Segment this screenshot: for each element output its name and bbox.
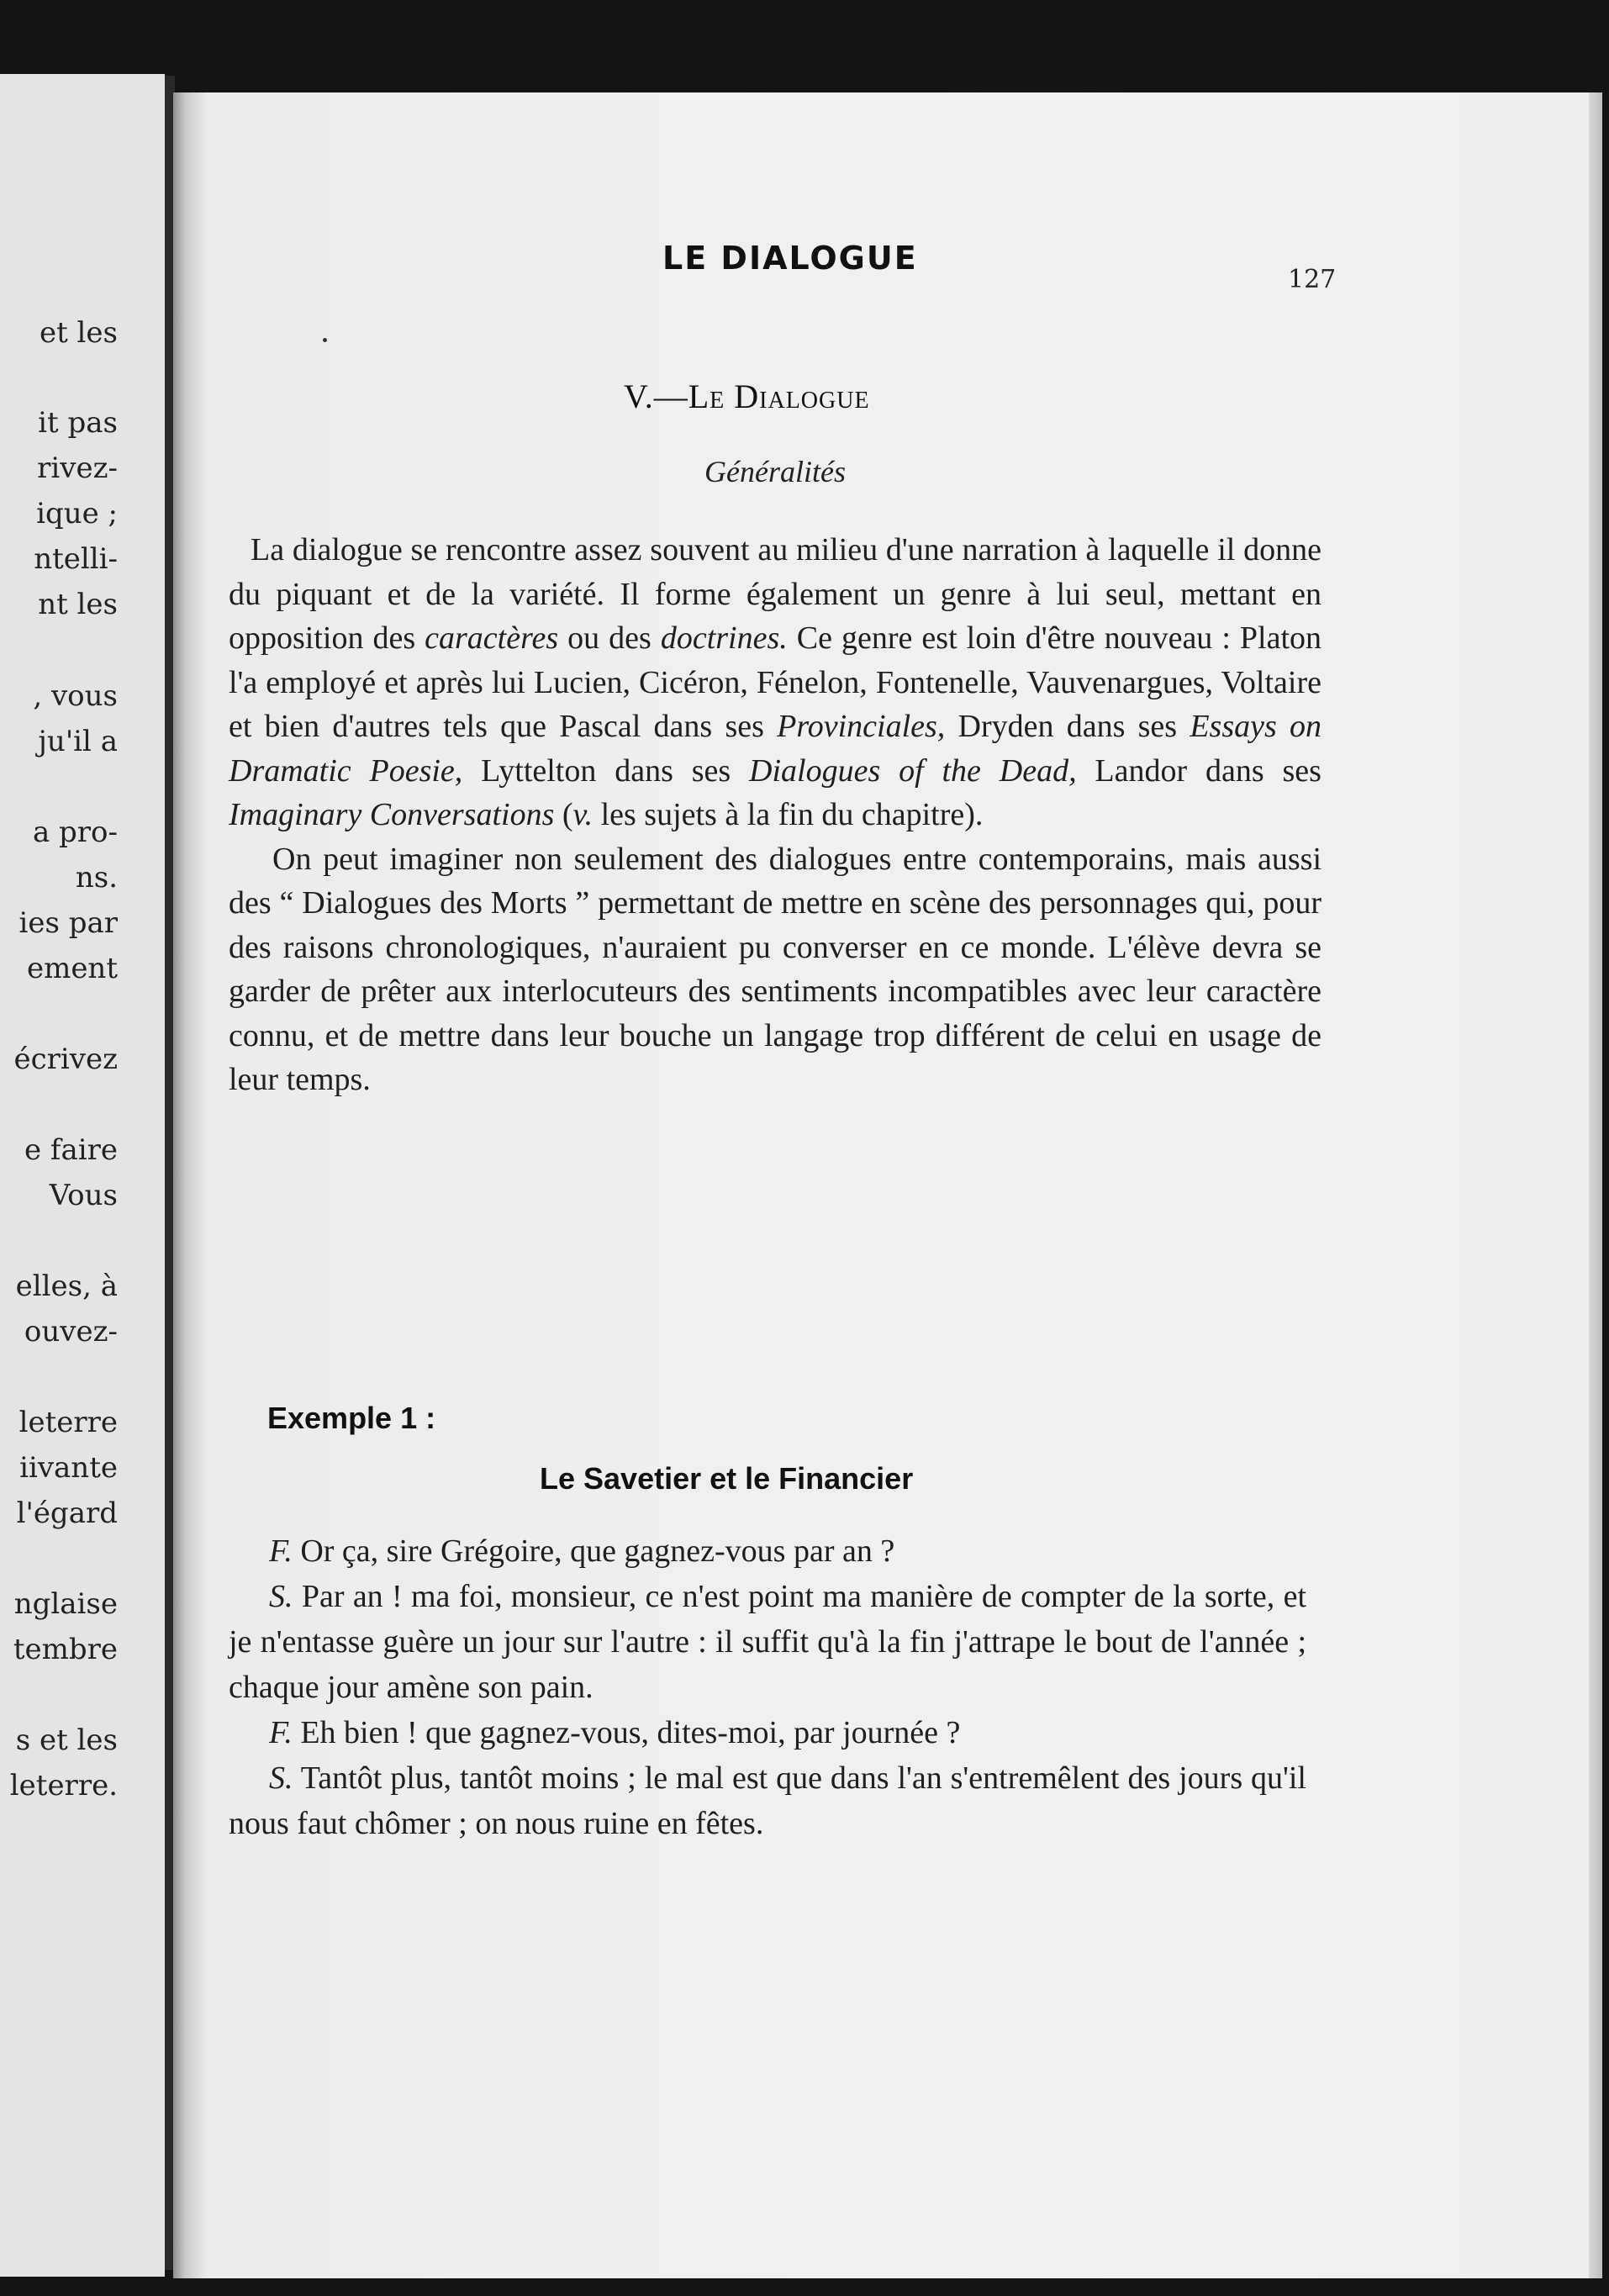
left-page-line: nt les xyxy=(38,588,118,621)
dialogue-line xyxy=(229,1710,1306,1755)
main-page xyxy=(173,92,1602,2278)
dialogue-speech: Tantôt plus, tantôt moins ; le mal est que dans l'an s'entremêlent des jours qu'il nous faut chômer ; on nous ruine en fêtes. xyxy=(229,1760,1306,1841)
left-page-fragment xyxy=(0,74,165,2277)
left-page-line: ns. xyxy=(75,861,118,895)
left-page-line: écrivez xyxy=(13,1042,118,1076)
text-run: Lyttelton dans ses xyxy=(462,752,750,789)
subsection-title: Généralités xyxy=(704,455,846,488)
left-page-line: ntelli- xyxy=(34,542,118,576)
left-page-line: leterre. xyxy=(9,1769,118,1802)
left-page-line: , vous xyxy=(33,679,118,713)
italic-title: Dialogues of the Dead, xyxy=(749,752,1077,789)
text-run: Landor dans ses xyxy=(1076,752,1321,789)
dialogue-line xyxy=(229,1755,1306,1846)
left-page-line: l'égard xyxy=(16,1496,118,1530)
italic-title: Imaginary Conversations xyxy=(229,797,555,832)
paragraph xyxy=(229,528,1321,837)
left-page-line: elles, à xyxy=(15,1269,118,1303)
italic-title: Provinciales, xyxy=(777,709,946,744)
left-page-line: s et les xyxy=(15,1723,118,1757)
speaker-label: F. xyxy=(269,1533,293,1569)
italic-term: caractères xyxy=(425,620,559,656)
running-header: LE DIALOGUE xyxy=(662,240,918,277)
left-page-line: ju'il a xyxy=(38,725,118,758)
left-page-line: Vous xyxy=(49,1179,118,1212)
page-number: 127 xyxy=(1288,265,1337,294)
generalites-text xyxy=(229,528,1321,1102)
dialogue-text xyxy=(229,1528,1306,1846)
italic-term: doctrines. xyxy=(660,620,788,656)
page-edge-shadow xyxy=(1589,92,1602,2278)
speaker-label: S. xyxy=(269,1579,293,1614)
example-heading: Exemple 1 : xyxy=(267,1401,436,1435)
dialogue-speech: Eh bien ! que gagnez-vous, dites-moi, par journée ? xyxy=(292,1715,961,1750)
dialogue-line xyxy=(229,1574,1306,1710)
left-page-line: ement xyxy=(26,952,118,985)
speaker-label: S. xyxy=(269,1760,293,1796)
text-run: Dryden dans ses xyxy=(945,709,1190,744)
text-run: Ce genre est loin d'être nouveau : Platon l'a employé et après lui Lucien, Cicéron, Fénelon, Fontenelle, Vauvenargues, Voltaire et bien d'autres tels que Pascal dans ses xyxy=(229,620,1322,744)
section-title: V.—Le Dialogue xyxy=(624,377,870,415)
left-page-line: iivante xyxy=(19,1451,118,1485)
left-page-line: it pas xyxy=(38,406,118,440)
left-page-line: rivez- xyxy=(37,451,118,485)
dialogue-speech: Or ça, sire Grégoire, que gagnez-vous par an ? xyxy=(292,1533,895,1569)
left-page-line: a pro- xyxy=(32,815,118,849)
paragraph: On peut imaginer non seulement des dialogues entre contemporains, mais aussi des “ Dialogues des Morts ” permettant de mettre en scène des personnages qui, pour des raisons chronologiques, n'auraient pu converser en ce monde. L'élève devra se garder de prêter aux interlocuteurs des sentiments incompatibles avec leur caractère connu, et de mettre dans leur bouche un langage trop différent de celui en usage de leur temps. xyxy=(229,841,1321,1097)
left-page-line: ique ; xyxy=(36,497,118,530)
left-page-line: e faire xyxy=(24,1133,118,1167)
left-page-line: ies par xyxy=(18,906,118,940)
italic-abbrev: v. xyxy=(572,797,593,832)
left-page-line: nglaise xyxy=(13,1587,118,1621)
left-page-line: leterre xyxy=(18,1406,118,1439)
left-page-line: ouvez- xyxy=(24,1315,118,1349)
text-run: La dialogue se rencontre assez souvent au milieu d'une narration à laquelle il donne du piquant et de la variété. Il forme également un genre à lui seul, mettant en opposition des xyxy=(229,532,1321,656)
text-run: ( xyxy=(554,797,573,832)
left-page-line: tembre xyxy=(13,1633,118,1666)
italic-title: Essays on Dramatic Poesie, xyxy=(229,709,1321,789)
text-run: les sujets à la fin du chapitre). xyxy=(593,797,984,832)
dialogue-title: Le Savetier et le Financier xyxy=(540,1461,914,1496)
print-speck xyxy=(323,338,327,342)
text-run: ou des xyxy=(558,620,661,656)
dialogue-speech: Par an ! ma foi, monsieur, ce n'est point ma manière de compter de la sorte, et je n'entasse guère un jour sur l'autre : il suffit qu'à la fin j'attrape le bout de l'année ; chaque jour amène son pain. xyxy=(229,1579,1306,1705)
speaker-label: F. xyxy=(269,1715,293,1750)
dialogue-line xyxy=(229,1528,1306,1574)
left-page-line: et les xyxy=(39,316,118,350)
